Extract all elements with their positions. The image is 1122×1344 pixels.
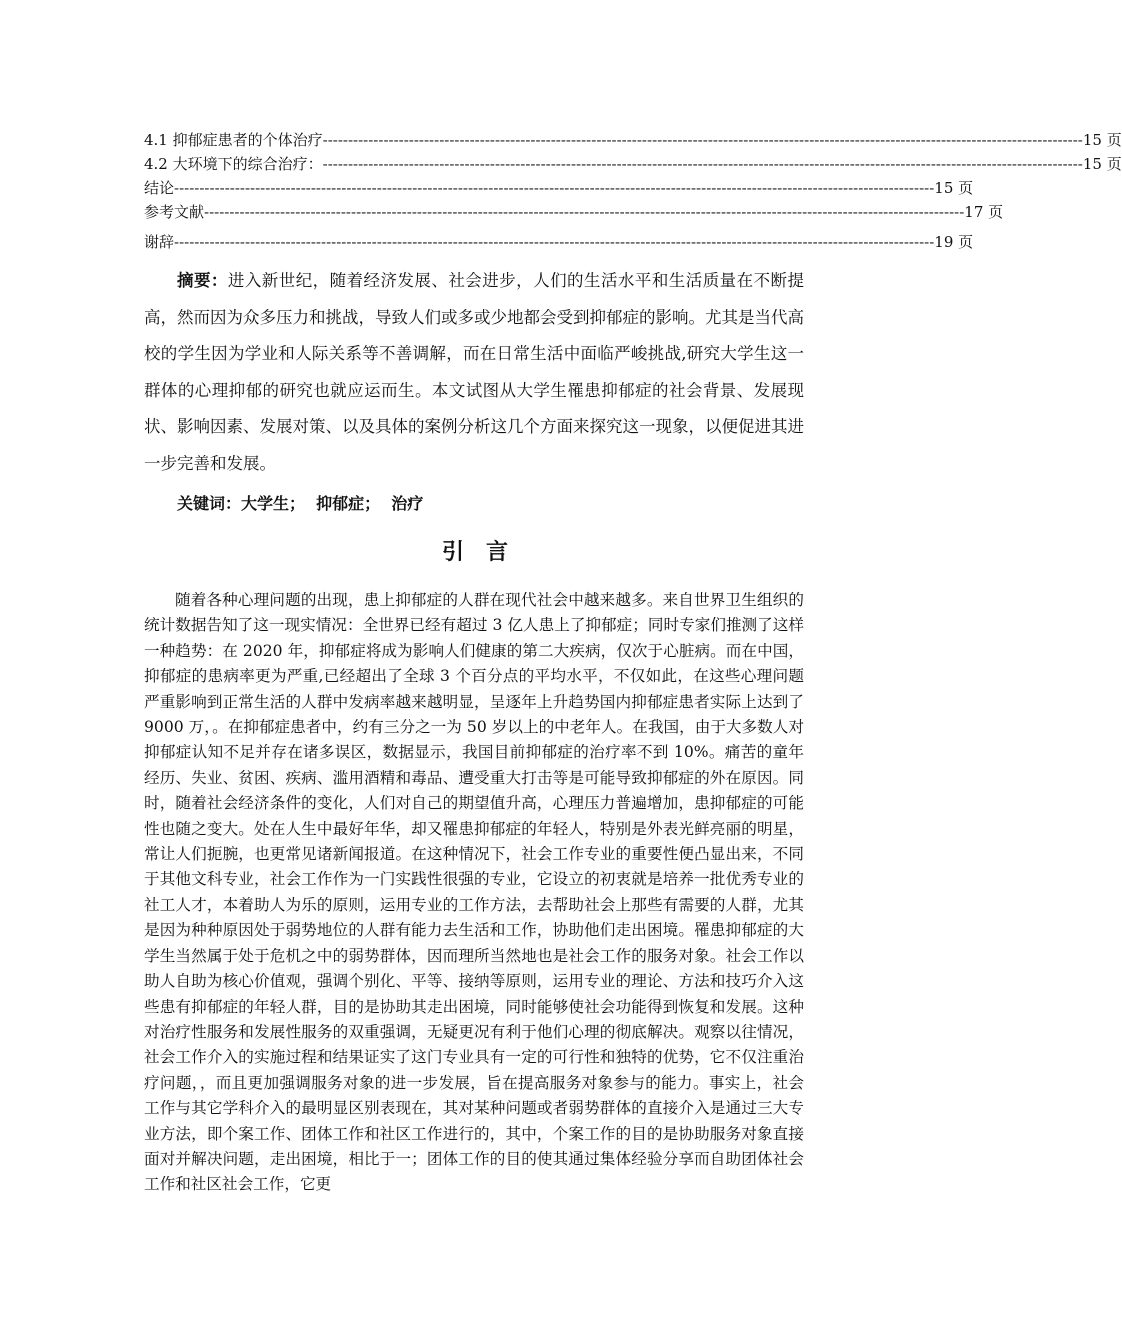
toc-entry-page: 15 页 bbox=[1082, 155, 1122, 173]
toc-entry-page: 17 页 bbox=[964, 203, 1004, 221]
table-of-contents bbox=[144, 128, 1122, 254]
toc-entry bbox=[144, 152, 1122, 176]
toc-leader-dots: ------------------------------------------------------------------------------------------------------------------------------------------------------ bbox=[204, 203, 965, 221]
abstract-text: 进入新世纪，随着经济发展、社会进步，人们的生活水平和生活质量在不断提高，然而因为众多压力和挑战，导致人们或多或少地都会受到抑郁症的影响。尤其是当代高校的学生因为学业和人际关系等不善调解，而在日常生活中面临严峻挑战,研究大学生这一群体的心理抑郁的研究也就应运而生。本文试图从大学生罹患抑郁症的社会背景、发展现状、影响因素、发展对策、以及具体的案例分析这几个方面来探究这一现象，以便促进其进一步完善和发展。 bbox=[144, 271, 804, 473]
keywords-line: 关键词：大学生； 抑郁症； 治疗 bbox=[177, 494, 424, 513]
toc-leader-dots: ------------------------------------------------------------------------------------------------------------------------------------------------------ bbox=[322, 155, 1083, 173]
toc-leader-dots: ------------------------------------------------------------------------------------------------------------------------------------------------------ bbox=[174, 179, 935, 197]
toc-entry bbox=[144, 230, 974, 254]
toc-entry-title: 参考文献 bbox=[144, 203, 205, 221]
toc-entry bbox=[144, 200, 1004, 224]
toc-leader-dots: ------------------------------------------------------------------------------------------------------------------------------------------------------ bbox=[322, 131, 1083, 149]
toc-entry-page: 15 页 bbox=[934, 179, 974, 197]
toc-entry-title: 结论 bbox=[144, 179, 175, 197]
body-paragraph: 随着各种心理问题的出现，患上抑郁症的人群在现代社会中越来越多。来自世界卫生组织的统计数据告知了这一现实情况：全世界已经有超过 3 亿人患上了抑郁症；同时专家们推测了这样一种趋势：在 2020 年，抑郁症将成为影响人们健康的第二大疾病，仅次于心脏病。而在中国，抑郁症的患病率更为严重,已经超出了全球 3 个百分点的平均水平，不仅如此，在这些心理问题严重影响到正常生活的人群中发病率越来越明显，呈逐年上升趋势国内抑郁症患者实际上达到了 9000 万，。在抑郁症患者中，约有三分之一为 50 岁以上的中老年人。在我国，由于大多数人对抑郁症认知不足并存在诸多误区，数据显示，我国目前抑郁症的治疗率不到 10%。痛苦的童年经历、失业、贫困、疾病、滥用酒精和毒品、遭受重大打击等是可能导致抑郁症的外在原因。同时，随着社会经济条件的变化，人们对自己的期望值升高，心理压力普遍增加，患抑郁症的可能性也随之变大。处在人生中最好年华，却又罹患抑郁症的年轻人，特别是外表光鲜亮丽的明星，常让人们扼腕，也更常见诸新闻报道。在这种情况下，社会工作专业的重要性便凸显出来，不同于其他文科专业，社会工作作为一门实践性很强的专业，它设立的初衷就是培养一批优秀专业的社工人才，本着助人为乐的原则，运用专业的工作方法，去帮助社会上那些有需要的人群，尤其是因为种种原因处于弱势地位的人群有能力去生活和工作，协助他们走出困境。罹患抑郁症的大学生当然属于处于危机之中的弱势群体，因而理所当然地也是社会工作的服务对象。社会工作以助人自助为核心价值观，强调个别化、平等、接纳等原则，运用专业的理论、方法和技巧介入这些患有抑郁症的年轻人群，目的是协助其走出困境，同时能够使社会功能得到恢复和发展。这种对治疗性服务和发展性服务的双重强调，无疑更况有利于他们心理的彻底解决。观察以往情况，社会工作介入的实施过程和结果证实了这门专业具有一定的可行性和独特的优势，它不仅注重治疗问题，，而且更加强调服务对象的进一步发展，旨在提高服务对象参与的能力。事实上，社会工作与其它学科介入的最明显区别表现在，其对某种问题或者弱势群体的直接介入是通过三大专业方法，即个案工作、团体工作和社区工作进行的，其中，个案工作的目的是协助服务对象直接面对并解决问题，走出困境，相比于一；团体工作的目的使其通过集体经验分享而自助团体社会工作和社区社会工作，它更 bbox=[144, 591, 804, 1194]
toc-entry bbox=[144, 128, 1122, 152]
toc-entry-title: 4.1 抑郁症患者的个体治疗 bbox=[144, 131, 323, 149]
toc-entry-title: 4.2 大环境下的综合治疗： bbox=[144, 155, 323, 173]
toc-entry bbox=[144, 176, 974, 200]
toc-entry-page: 15 页 bbox=[1082, 131, 1122, 149]
toc-entry-page: 19 页 bbox=[934, 233, 974, 251]
abstract-label: 摘要： bbox=[177, 271, 228, 290]
abstract-paragraph bbox=[144, 263, 804, 482]
toc-leader-dots: ------------------------------------------------------------------------------------------------------------------------------------------------------ bbox=[174, 233, 935, 251]
toc-entry-title: 谢辞 bbox=[144, 233, 175, 251]
section-heading: 引言 bbox=[441, 539, 530, 565]
